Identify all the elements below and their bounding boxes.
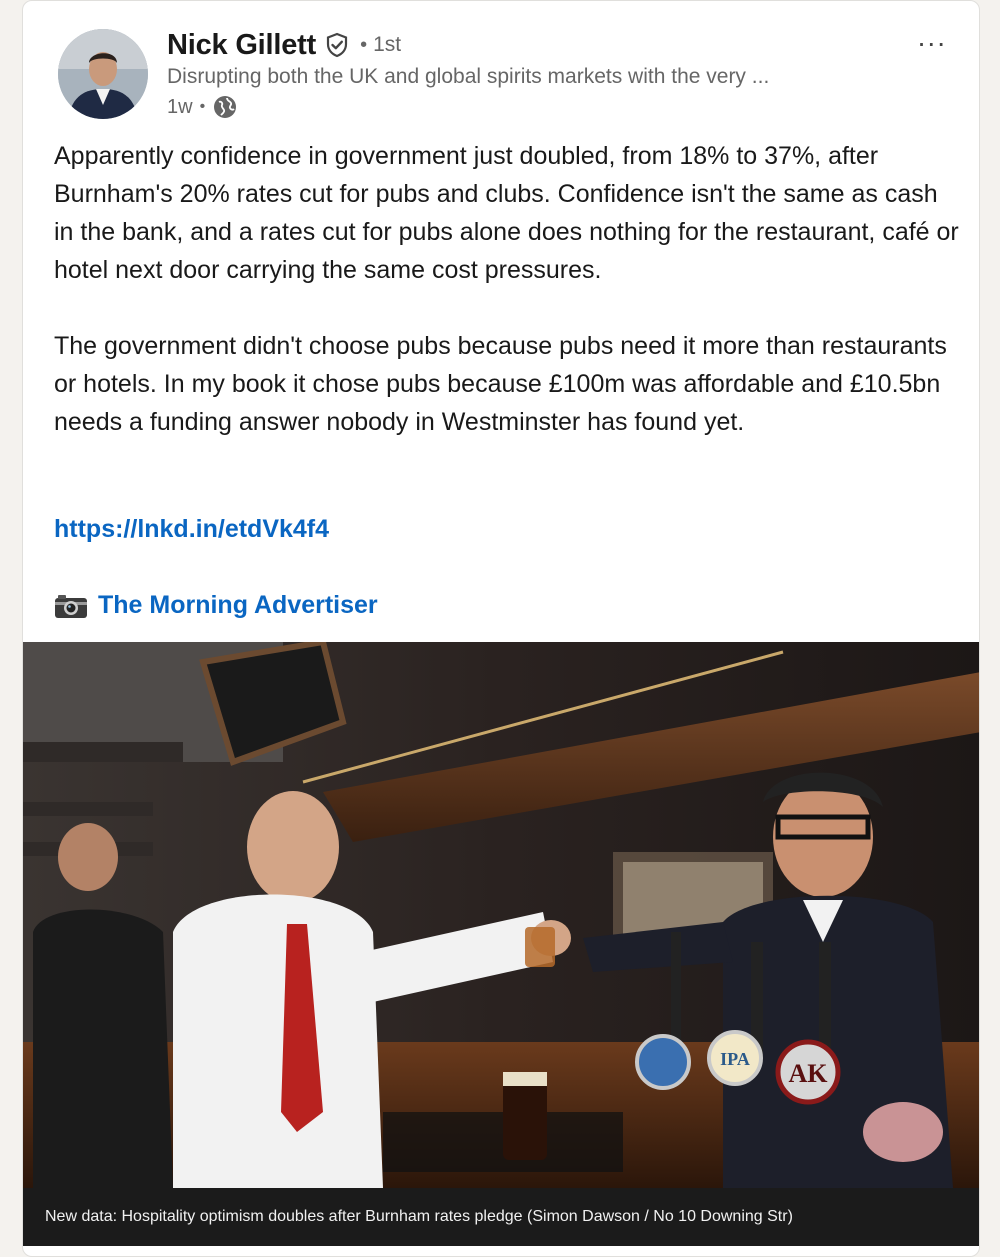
globe-icon: [212, 94, 238, 120]
tap-label: AK: [788, 1059, 828, 1088]
post-age[interactable]: 1w: [167, 95, 193, 118]
verified-shield-icon: [324, 32, 350, 58]
post-paragraph: The government didn't choose pubs because pubs need it more than restaurants or hotels. In my book it chose pubs because £100m was affordable and £10.5bn needs a funding answer nobody in Westminster has found yet.: [54, 332, 947, 436]
post-meta: [167, 93, 238, 121]
post-text: [54, 137, 959, 441]
camera-icon: [54, 593, 88, 619]
more-options-button[interactable]: ...: [917, 21, 947, 52]
tap-label: IPA: [720, 1049, 750, 1069]
image-caption: New data: Hospitality optimism doubles after Burnham rates pledge (Simon Dawson / No 10 Downing Str): [45, 1208, 793, 1225]
source-link[interactable]: The Morning Advertiser: [98, 591, 378, 619]
feed-post-card: [22, 0, 980, 1257]
connection-degree: 1st: [373, 33, 402, 56]
separator-dot: •: [360, 33, 368, 56]
post-paragraph: Apparently confidence in government just doubled, from 18% to 37%, after Burnham's 20% rates cut for pubs and clubs. Confidence isn't the same as cash in the bank, and a rates cut for pubs alone does nothing for the restaurant, café or hotel next door carrying the same cost pressures.: [54, 142, 959, 284]
author-avatar[interactable]: [58, 29, 148, 119]
author-headline: Disrupting both the UK and global spirits markets with the very ...: [167, 65, 770, 88]
post-link[interactable]: https://lnkd.in/etdVk4f4: [54, 515, 330, 543]
author-name-row: [167, 27, 401, 63]
post-image[interactable]: [23, 642, 980, 1246]
author-name[interactable]: Nick Gillett: [167, 28, 317, 61]
separator-dot: •: [199, 98, 206, 115]
source-attribution: [54, 591, 378, 620]
image-caption-bar: [23, 1188, 980, 1246]
